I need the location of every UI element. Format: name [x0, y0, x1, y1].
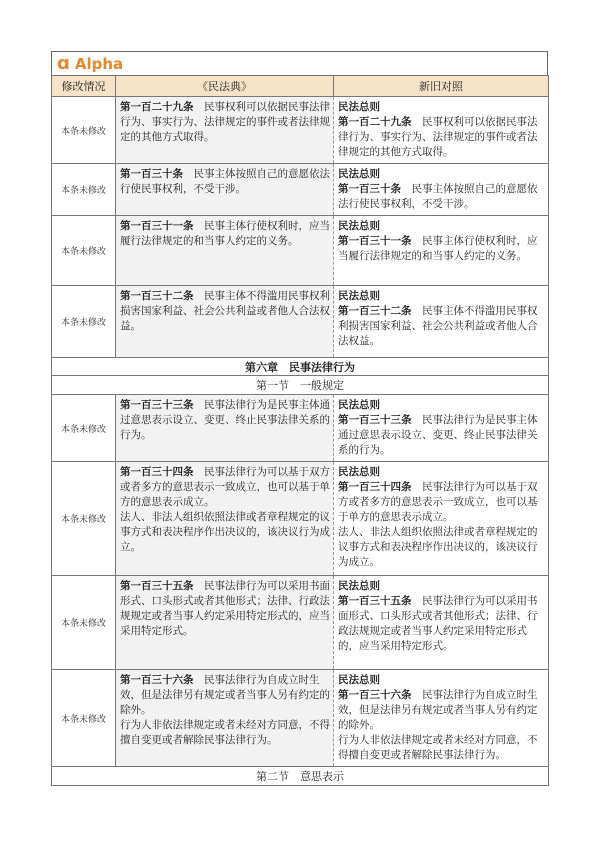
civil-code-article: [116, 670, 334, 767]
article-paragraph: [338, 413, 545, 458]
article-paragraph: [120, 510, 330, 555]
brand-name: Alpha: [74, 54, 124, 73]
article-text: 行为人非依法律规定或者未经对方同意，不得擅自变更或者解除民事法律行为。: [338, 734, 538, 761]
article-row: [52, 286, 549, 358]
civil-code-article: [116, 395, 334, 462]
modification-status: 本条未修改: [52, 286, 116, 358]
new-old-comparison-article: [334, 286, 549, 358]
article-paragraph: [120, 579, 330, 639]
article-text: 行为人非依法律规定或者未经对方同意，不得擅自变更或者解除民事法律行为。: [120, 719, 330, 746]
comparison-table: [51, 75, 549, 786]
civil-code-article: [116, 164, 334, 216]
article-text: 民事法律行为可以基于双方或者多方的意思表示一致成立，也可以基于单方的意思表示成立。: [120, 466, 330, 508]
article-paragraph: [338, 688, 545, 733]
header-old: 《民法典》: [116, 76, 334, 97]
civil-code-article: [116, 97, 334, 164]
article-row: [52, 97, 549, 164]
category-label: 民法总则: [338, 674, 380, 686]
new-old-comparison-article: [334, 97, 549, 164]
article-paragraph: [120, 465, 330, 510]
article-text: 民事权利可以依据民事法律行为、事实行为、法律规定的事件或者法律规定的其他方式取得。: [338, 116, 538, 158]
article-row: [52, 576, 549, 670]
article-number: 第一百三十五条: [338, 595, 412, 607]
article-paragraph: [338, 480, 545, 525]
civil-code-article: [116, 462, 334, 576]
modification-status: 本条未修改: [52, 216, 116, 286]
civil-code-article: [116, 286, 334, 358]
article-text: 民事法律行为可以采用书面形式、口头形式或者其他形式；法律、行政法规规定或者当事人约定采用特定形式的，应当采用特定形式。: [120, 580, 330, 637]
modification-status: 本条未修改: [52, 97, 116, 164]
modification-status: 本条未修改: [52, 395, 116, 462]
article-number: 第一百三十条: [120, 168, 183, 180]
article-text: 民事主体不得滥用民事权利损害国家利益、社会公共利益或者他人合法权益。: [120, 290, 330, 332]
article-row: [52, 395, 549, 462]
article-text: 法人、非法人组织依照法律或者章程规定的议事方式和表决程序作出决议的，该决议行为成立。: [120, 511, 330, 553]
article-text: 民事权利可以依据民事法律行为、事实行为、法律规定的事件或者法律规定的其他方式取得。: [120, 101, 330, 143]
section-row: [52, 376, 549, 395]
chapter-heading: 第六章 民事法律行为: [52, 358, 549, 376]
article-paragraph: [338, 115, 545, 160]
article-text: 民事主体按照自己的意愿依法行使民事权利，不受干涉。: [338, 183, 538, 210]
article-number: 第一百三十六条: [120, 674, 194, 686]
article-number: 第一百三十一条: [120, 220, 194, 232]
new-old-comparison-article: [334, 395, 549, 462]
article-number: 第一百三十三条: [120, 399, 194, 411]
article-text: 民事主体不得滥用民事权利损害国家利益、社会公共利益或者他人合法权益。: [338, 305, 538, 347]
modification-status: 本条未修改: [52, 164, 116, 216]
new-old-comparison-article: [334, 216, 549, 286]
alpha-logo-icon: ɑ: [57, 52, 70, 74]
article-paragraph: [338, 304, 545, 349]
category-label: 民法总则: [338, 290, 380, 302]
table-body: [52, 97, 549, 786]
new-old-comparison-article: [334, 670, 549, 767]
article-text: 民事法律行为可以采用书面形式、口头形式或者其他形式；法律、行政法规规定或者当事人约定采用特定形式的，应当采用特定形式。: [338, 595, 538, 652]
article-number: 第一百三十四条: [338, 481, 412, 493]
modification-status: 本条未修改: [52, 670, 116, 767]
article-number: 第一百二十九条: [338, 116, 412, 128]
table-header-row: [52, 76, 549, 97]
article-row: [52, 164, 549, 216]
article-paragraph: [120, 167, 330, 197]
article-number: 第一百三十三条: [338, 414, 412, 426]
article-text: 民事法律行为自成立时生效，但是法律另有规定或者当事人另有约定的除外。: [338, 689, 538, 731]
article-text: 民事法律行为可以基于双方或者多方的意思表示一致成立，也可以基于单方的意思表示成立。: [338, 481, 538, 523]
article-paragraph: [338, 525, 545, 570]
article-number: 第一百二十九条: [120, 101, 194, 113]
article-number: 第一百三十二条: [338, 305, 412, 317]
section-heading: 第二节 意思表示: [52, 767, 549, 786]
civil-code-article: [116, 576, 334, 670]
category-label: 民法总则: [338, 168, 380, 180]
article-paragraph: [120, 219, 330, 249]
article-paragraph: [120, 398, 330, 443]
new-old-comparison-article: [334, 462, 549, 576]
article-paragraph: [120, 289, 330, 334]
article-number: 第一百三十五条: [120, 580, 194, 592]
category-label: 民法总则: [338, 399, 380, 411]
new-old-comparison-article: [334, 576, 549, 670]
article-paragraph: [120, 718, 330, 748]
article-number: 第一百三十条: [338, 183, 401, 195]
article-text: 民事法律行为是民事主体通过意思表示设立、变更、终止民事法律关系的行为。: [338, 414, 538, 456]
article-number: 第一百三十六条: [338, 689, 412, 701]
category-label: 民法总则: [338, 580, 380, 592]
article-text: 民事主体按照自己的意愿依法行使民事权利，不受干涉。: [120, 168, 330, 195]
chapter-row: [52, 358, 549, 376]
category-label: 民法总则: [338, 466, 380, 478]
article-paragraph: [338, 594, 545, 654]
article-paragraph: [338, 234, 545, 264]
brand-header: [51, 51, 548, 75]
category-label: 民法总则: [338, 101, 380, 113]
modification-status: 本条未修改: [52, 462, 116, 576]
article-paragraph: [120, 673, 330, 718]
new-old-comparison-article: [334, 164, 549, 216]
article-text: 民事法律行为是民事主体通过意思表示设立、变更、终止民事法律关系的行为。: [120, 399, 330, 441]
article-paragraph: [338, 182, 545, 212]
article-number: 第一百三十四条: [120, 466, 194, 478]
section-row: [52, 767, 549, 786]
article-text: 法人、非法人组织依照法律或者章程规定的议事方式和表决程序作出决议的，该决议行为成立。: [338, 526, 538, 568]
article-number: 第一百三十二条: [120, 290, 194, 302]
article-row: [52, 670, 549, 767]
article-number: 第一百三十一条: [338, 235, 412, 247]
article-text: 民事主体行使权利时，应当履行法律规定的和当事人约定的义务。: [338, 235, 538, 262]
modification-status: 本条未修改: [52, 576, 116, 670]
header-status: 修改情况: [52, 76, 116, 97]
civil-code-article: [116, 216, 334, 286]
comparison-document: [51, 51, 548, 786]
article-row: [52, 216, 549, 286]
article-text: 民事主体行使权利时，应当履行法律规定的和当事人约定的义务。: [120, 220, 330, 247]
article-paragraph: [120, 100, 330, 145]
section-heading: 第一节 一般规定: [52, 376, 549, 395]
category-label: 民法总则: [338, 220, 380, 232]
article-text: 民事法律行为自成立时生效，但是法律另有规定或者当事人另有约定的除外。: [120, 674, 330, 716]
article-paragraph: [338, 733, 545, 763]
header-new: 新旧对照: [334, 76, 549, 97]
article-row: [52, 462, 549, 576]
